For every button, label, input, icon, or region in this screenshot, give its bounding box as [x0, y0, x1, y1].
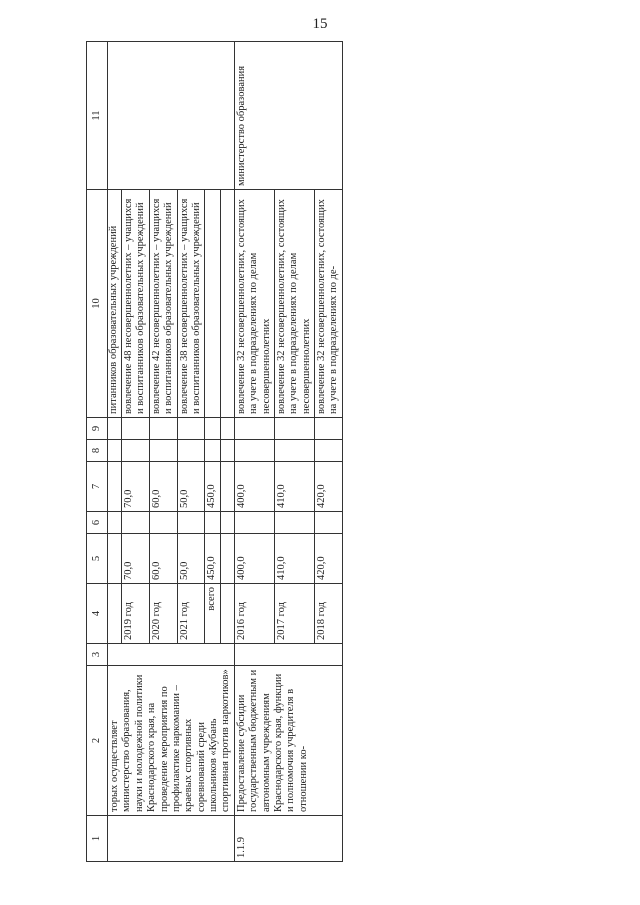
- block1-name-cell: торых осуществляет министерство образования, науки и молодежной политики Краснодарского края, на проведение мероприятия по профилактике наркомании – краевых спортивных соревнований среди школьников «Кубань спортивная против наркотиков»: [108, 666, 235, 816]
- program-table: [86, 41, 343, 862]
- empty-cell: [108, 418, 122, 440]
- header-cell: 9: [87, 418, 108, 440]
- value-cell: 60,0: [149, 462, 177, 512]
- header-cell: 7: [87, 462, 108, 512]
- total-label-cell: всего: [205, 584, 220, 644]
- block1-num-cell: [108, 816, 235, 862]
- empty-cell: [220, 190, 234, 418]
- empty-cell: [205, 440, 220, 462]
- block1-col3-cell: [108, 644, 235, 666]
- year-cell: 2018 год: [315, 584, 343, 644]
- empty-cell: [122, 512, 150, 534]
- empty-cell: [108, 440, 122, 462]
- value-cell: 420,0: [315, 534, 343, 584]
- year-cell: 2020 год: [149, 584, 177, 644]
- empty-cell: [205, 418, 220, 440]
- value-cell: 400,0: [234, 534, 274, 584]
- block2-num-cell: 1.1.9: [234, 816, 342, 862]
- header-cell: 8: [87, 440, 108, 462]
- header-cell: 11: [87, 42, 108, 190]
- result-cell: [205, 190, 220, 418]
- empty-cell: [220, 534, 234, 584]
- block2-col3-cell: [234, 644, 342, 666]
- rotated-table-canvas: [86, 42, 586, 862]
- empty-cell: [315, 512, 343, 534]
- empty-cell: [149, 418, 177, 440]
- empty-cell: [220, 512, 234, 534]
- empty-cell: [234, 512, 274, 534]
- page-number: 15: [312, 16, 328, 32]
- empty-cell: [315, 440, 343, 462]
- value-cell: 420,0: [315, 462, 343, 512]
- value-cell: 450,0: [205, 534, 220, 584]
- value-cell: 450,0: [205, 462, 220, 512]
- result-cell: вовлечение 32 несовершеннолетних, состоящих на учете в подразделениях по де-: [315, 190, 343, 418]
- header-cell: 3: [87, 644, 108, 666]
- empty-cell: [234, 440, 274, 462]
- value-cell: 70,0: [122, 534, 150, 584]
- table-row: [108, 42, 122, 862]
- table-row: [234, 42, 274, 862]
- header-row: [87, 42, 108, 862]
- block2-executor-cell: министерство образования: [234, 42, 342, 190]
- block1-executor-cell: [108, 42, 235, 190]
- empty-cell: [108, 462, 122, 512]
- empty-cell: [220, 418, 234, 440]
- value-cell: 70,0: [122, 462, 150, 512]
- empty-cell: [234, 418, 274, 440]
- header-cell: 2: [87, 666, 108, 816]
- empty-cell: [108, 512, 122, 534]
- empty-cell: [177, 418, 205, 440]
- empty-cell: [274, 418, 314, 440]
- result-cell: вовлечение 42 несовершеннолетних – учащихся и воспитанников образовательных учреждений: [149, 190, 177, 418]
- result-cell: вовлечение 32 несовершеннолетних, состоящих на учете в подразделениях по делам несовершеннолетних: [234, 190, 274, 418]
- result-cell: вовлечение 32 несовершеннолетних, состоящих на учете в подразделениях по делам несовершеннолетних: [274, 190, 314, 418]
- value-cell: 60,0: [149, 534, 177, 584]
- year-cell: 2017 год: [274, 584, 314, 644]
- header-cell: 10: [87, 190, 108, 418]
- value-cell: 400,0: [234, 462, 274, 512]
- year-cell: 2019 год: [122, 584, 150, 644]
- value-cell: 410,0: [274, 462, 314, 512]
- result-cell: вовлечение 38 несовершеннолетних – учащихся и воспитанников образовательных учреждений: [177, 190, 205, 418]
- empty-cell: [177, 512, 205, 534]
- value-cell: 410,0: [274, 534, 314, 584]
- header-cell: 4: [87, 584, 108, 644]
- header-cell: 5: [87, 534, 108, 584]
- empty-cell: [108, 584, 122, 644]
- value-cell: 50,0: [177, 534, 205, 584]
- empty-cell: [220, 440, 234, 462]
- empty-cell: [122, 418, 150, 440]
- empty-cell: [205, 512, 220, 534]
- year-cell: 2021 год: [177, 584, 205, 644]
- year-cell: 2016 год: [234, 584, 274, 644]
- empty-cell: [315, 418, 343, 440]
- block2-name-cell: Предоставление субсидии государственным бюджетным и автономным учреждениям Краснодарского края, функции и полномочия учредителя в отношении ко-: [234, 666, 342, 816]
- empty-cell: [177, 440, 205, 462]
- empty-cell: [122, 440, 150, 462]
- empty-cell: [220, 462, 234, 512]
- empty-cell: [220, 584, 234, 644]
- result-cell: вовлечение 48 несовершеннолетних – учащихся и воспитанников образовательных учреждений: [122, 190, 150, 418]
- empty-cell: [108, 534, 122, 584]
- empty-cell: [149, 512, 177, 534]
- header-cell: 6: [87, 512, 108, 534]
- result-cell: питанников образовательных учреждений: [108, 190, 122, 418]
- empty-cell: [274, 512, 314, 534]
- header-cell: 1: [87, 816, 108, 862]
- value-cell: 50,0: [177, 462, 205, 512]
- empty-cell: [149, 440, 177, 462]
- empty-cell: [274, 440, 314, 462]
